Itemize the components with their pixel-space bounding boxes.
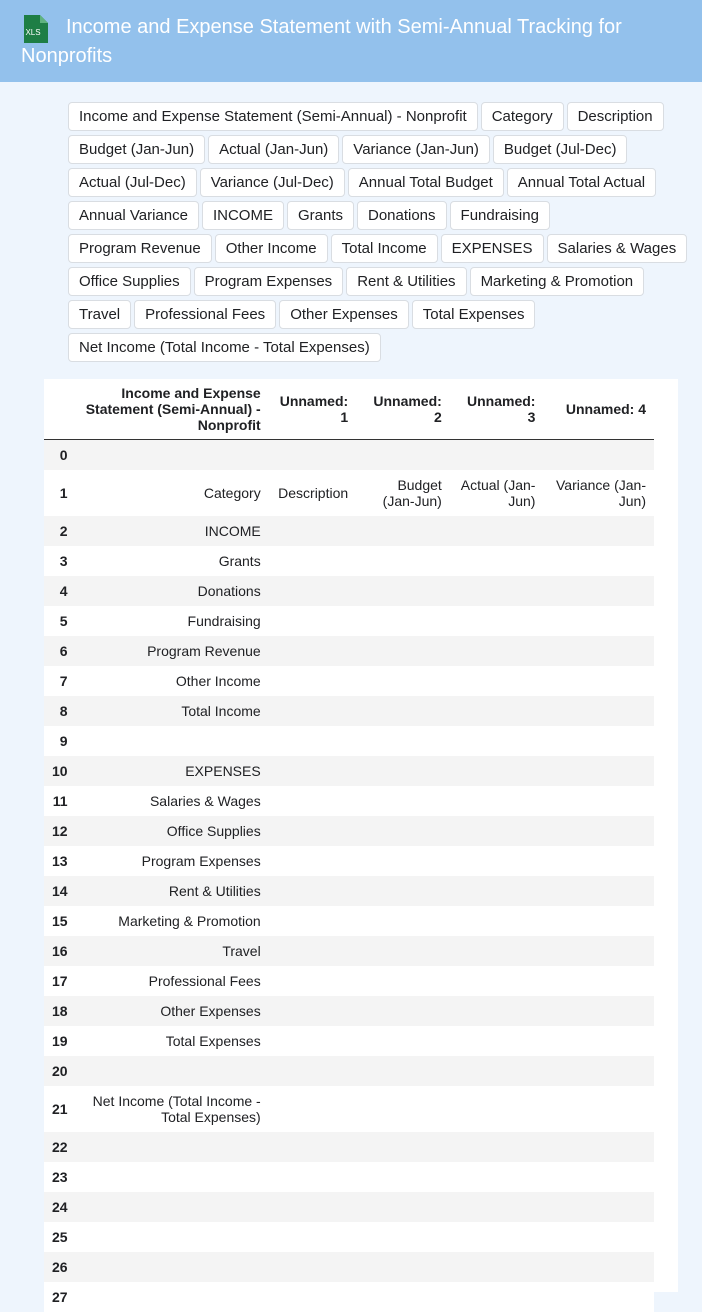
- table-cell: [450, 726, 544, 756]
- table-cell: [269, 1282, 356, 1312]
- table-cell: [450, 606, 544, 636]
- table-cell: [356, 1086, 450, 1132]
- table-cell: [356, 516, 450, 546]
- table-cell: [269, 996, 356, 1026]
- table-row: [44, 1192, 654, 1222]
- row-index: 11: [44, 786, 72, 816]
- table-cell: [356, 816, 450, 846]
- table-row: [44, 1086, 654, 1132]
- table-cell: [450, 1132, 544, 1162]
- table-cell: [543, 786, 654, 816]
- table-cell: [450, 876, 544, 906]
- table-cell: Program Expenses: [72, 846, 269, 876]
- table-cell: [269, 846, 356, 876]
- table-cell: [72, 1252, 269, 1282]
- table-cell: [543, 546, 654, 576]
- column-chip[interactable]: Annual Total Actual: [507, 168, 656, 197]
- table-cell: Category: [72, 470, 269, 516]
- column-chip[interactable]: Income and Expense Statement (Semi-Annual) - Nonprofit: [68, 102, 478, 131]
- table-cell: [356, 936, 450, 966]
- table-row: [44, 696, 654, 726]
- table-row: [44, 1282, 654, 1312]
- table-cell: [356, 1222, 450, 1252]
- table-cell: [450, 1086, 544, 1132]
- row-index: 16: [44, 936, 72, 966]
- table-cell: [269, 756, 356, 786]
- table-cell: [269, 546, 356, 576]
- column-header: Unnamed: 3: [450, 379, 544, 440]
- table-cell: [356, 1056, 450, 1086]
- table-cell: [356, 1132, 450, 1162]
- table-cell: [72, 1222, 269, 1252]
- column-chip[interactable]: Rent & Utilities: [346, 267, 466, 296]
- table-cell: [543, 1132, 654, 1162]
- table-row: [44, 1162, 654, 1192]
- table-cell: [356, 876, 450, 906]
- table-cell: [450, 846, 544, 876]
- table-cell: [356, 606, 450, 636]
- table-cell: [450, 636, 544, 666]
- column-chip[interactable]: Fundraising: [450, 201, 550, 230]
- table-cell: [356, 906, 450, 936]
- data-table: [44, 379, 654, 1312]
- table-cell: [356, 636, 450, 666]
- table-cell: EXPENSES: [72, 756, 269, 786]
- table-cell: [72, 1056, 269, 1086]
- table-cell: [356, 1026, 450, 1056]
- table-cell: [269, 1026, 356, 1056]
- table-cell: Office Supplies: [72, 816, 269, 846]
- table-cell: Net Income (Total Income - Total Expenses): [72, 1086, 269, 1132]
- table-cell: [543, 936, 654, 966]
- row-index: 15: [44, 906, 72, 936]
- app-header: [0, 0, 702, 82]
- table-cell: [450, 666, 544, 696]
- table-cell: Total Income: [72, 696, 269, 726]
- row-index: 27: [44, 1282, 72, 1312]
- table-cell: [356, 756, 450, 786]
- table-cell: [450, 516, 544, 546]
- table-row: [44, 786, 654, 816]
- row-index: 26: [44, 1252, 72, 1282]
- table-cell: [269, 1252, 356, 1282]
- table-cell: [543, 846, 654, 876]
- table-cell: [72, 1282, 269, 1312]
- table-cell: [543, 1192, 654, 1222]
- table-cell: [543, 440, 654, 470]
- table-cell: Rent & Utilities: [72, 876, 269, 906]
- table-cell: [269, 1162, 356, 1192]
- table-cell: Donations: [72, 576, 269, 606]
- table-cell: [356, 696, 450, 726]
- table-cell: [269, 936, 356, 966]
- table-row: [44, 756, 654, 786]
- table-cell: [356, 576, 450, 606]
- table-cell: [356, 1282, 450, 1312]
- table-row: [44, 1056, 654, 1086]
- table-cell: [72, 1132, 269, 1162]
- table-row: [44, 906, 654, 936]
- table-cell: [269, 696, 356, 726]
- table-cell: [450, 786, 544, 816]
- table-cell: [543, 906, 654, 936]
- table-row: [44, 546, 654, 576]
- table-row: [44, 470, 654, 516]
- column-chip[interactable]: Net Income (Total Income - Total Expenses): [68, 333, 381, 362]
- table-cell: [356, 1192, 450, 1222]
- table-cell: [269, 1056, 356, 1086]
- column-chip[interactable]: Salaries & Wages: [547, 234, 688, 263]
- table-cell: [269, 1192, 356, 1222]
- row-index: 22: [44, 1132, 72, 1162]
- row-index: 8: [44, 696, 72, 726]
- table-cell: [543, 726, 654, 756]
- column-chip-list: [68, 102, 688, 362]
- table-cell: [356, 666, 450, 696]
- column-chip[interactable]: Variance (Jan-Jun): [342, 135, 490, 164]
- table-cell: [269, 666, 356, 696]
- table-row: [44, 606, 654, 636]
- table-cell: [543, 1086, 654, 1132]
- table-cell: [543, 1252, 654, 1282]
- table-cell: Fundraising: [72, 606, 269, 636]
- column-chip[interactable]: Annual Total Budget: [348, 168, 504, 197]
- row-index: 7: [44, 666, 72, 696]
- row-index: 25: [44, 1222, 72, 1252]
- column-chip[interactable]: Office Supplies: [68, 267, 191, 296]
- row-index: 20: [44, 1056, 72, 1086]
- table-cell: [543, 1162, 654, 1192]
- table-cell: [356, 1162, 450, 1192]
- column-chip[interactable]: Total Income: [331, 234, 438, 263]
- table-row: [44, 726, 654, 756]
- table-cell: [269, 876, 356, 906]
- table-cell: Variance (Jan-Jun): [543, 470, 654, 516]
- column-chip[interactable]: Description: [567, 102, 664, 131]
- table-cell: [450, 906, 544, 936]
- table-cell: [543, 756, 654, 786]
- row-index: 19: [44, 1026, 72, 1056]
- table-row: [44, 876, 654, 906]
- table-cell: Description: [269, 470, 356, 516]
- table-cell: [543, 606, 654, 636]
- table-cell: [269, 906, 356, 936]
- column-chip[interactable]: Marketing & Promotion: [470, 267, 645, 296]
- row-index: 9: [44, 726, 72, 756]
- table-cell: [72, 1192, 269, 1222]
- table-cell: [543, 1026, 654, 1056]
- row-index: 1: [44, 470, 72, 516]
- table-cell: [450, 1222, 544, 1252]
- column-chip[interactable]: Travel: [68, 300, 131, 329]
- table-cell: [269, 516, 356, 546]
- page-title: Income and Expense Statement with Semi-Annual Tracking for Nonprofits: [21, 16, 622, 67]
- table-cell: [543, 696, 654, 726]
- table-row: [44, 576, 654, 606]
- column-chip[interactable]: Total Expenses: [412, 300, 536, 329]
- table-cell: Budget (Jan-Jun): [356, 470, 450, 516]
- table-cell: [450, 936, 544, 966]
- row-index: 14: [44, 876, 72, 906]
- table-row: [44, 440, 654, 470]
- table-cell: [356, 726, 450, 756]
- column-chip[interactable]: EXPENSES: [441, 234, 544, 263]
- row-index: 10: [44, 756, 72, 786]
- column-chip[interactable]: Budget (Jan-Jun): [68, 135, 205, 164]
- row-index: 2: [44, 516, 72, 546]
- table-cell: Other Income: [72, 666, 269, 696]
- table-cell: [269, 966, 356, 996]
- table-cell: [543, 1282, 654, 1312]
- column-chip[interactable]: Budget (Jul-Dec): [493, 135, 628, 164]
- table-row: [44, 1222, 654, 1252]
- row-index: 13: [44, 846, 72, 876]
- table-cell: [269, 1132, 356, 1162]
- table-cell: [543, 996, 654, 1026]
- table-row: [44, 1026, 654, 1056]
- table-cell: [450, 546, 544, 576]
- table-cell: [450, 996, 544, 1026]
- column-chip[interactable]: Variance (Jul-Dec): [200, 168, 345, 197]
- table-cell: [450, 1162, 544, 1192]
- column-header: Unnamed: 2: [356, 379, 450, 440]
- row-index: 3: [44, 546, 72, 576]
- table-row: [44, 666, 654, 696]
- table-cell: [543, 816, 654, 846]
- column-chip[interactable]: Donations: [357, 201, 447, 230]
- column-chip[interactable]: Annual Variance: [68, 201, 199, 230]
- column-chip[interactable]: Professional Fees: [134, 300, 276, 329]
- table-body: [44, 440, 654, 1312]
- column-chip[interactable]: Program Revenue: [68, 234, 212, 263]
- table-cell: [543, 1222, 654, 1252]
- table-cell: [450, 756, 544, 786]
- table-cell: [72, 1162, 269, 1192]
- index-header: [44, 379, 72, 440]
- table-cell: Marketing & Promotion: [72, 906, 269, 936]
- table-cell: [269, 576, 356, 606]
- table-cell: [269, 440, 356, 470]
- table-cell: [543, 636, 654, 666]
- table-cell: [543, 516, 654, 546]
- table-cell: [543, 666, 654, 696]
- table-cell: [450, 816, 544, 846]
- column-header: Unnamed: 1: [269, 379, 356, 440]
- table-row: [44, 516, 654, 546]
- table-cell: [356, 546, 450, 576]
- column-chip[interactable]: Other Income: [215, 234, 328, 263]
- row-index: 0: [44, 440, 72, 470]
- table-cell: Travel: [72, 936, 269, 966]
- column-header: Income and Expense Statement (Semi-Annual) - Nonprofit: [72, 379, 269, 440]
- table-cell: [269, 786, 356, 816]
- row-index: 4: [44, 576, 72, 606]
- table-cell: Grants: [72, 546, 269, 576]
- table-cell: [450, 440, 544, 470]
- table-row: [44, 1252, 654, 1282]
- row-index: 24: [44, 1192, 72, 1222]
- row-index: 18: [44, 996, 72, 1026]
- table-cell: [450, 966, 544, 996]
- row-index: 5: [44, 606, 72, 636]
- row-index: 17: [44, 966, 72, 996]
- column-chip[interactable]: INCOME: [202, 201, 284, 230]
- svg-text:XLS: XLS: [25, 28, 41, 37]
- row-index: 6: [44, 636, 72, 666]
- table-row: [44, 996, 654, 1026]
- table-cell: [543, 1056, 654, 1086]
- column-chip[interactable]: Other Expenses: [279, 300, 409, 329]
- table-cell: [72, 726, 269, 756]
- table-cell: [450, 1252, 544, 1282]
- table-cell: [450, 1192, 544, 1222]
- table-cell: [450, 1282, 544, 1312]
- table-cell: [269, 606, 356, 636]
- table-cell: [356, 786, 450, 816]
- table-header-row: [44, 379, 654, 440]
- table-cell: [269, 1086, 356, 1132]
- table-cell: [543, 966, 654, 996]
- table-cell: [450, 1056, 544, 1086]
- table-cell: [356, 1252, 450, 1282]
- column-chip[interactable]: Category: [481, 102, 564, 131]
- table-row: [44, 936, 654, 966]
- column-chip[interactable]: Program Expenses: [194, 267, 344, 296]
- table-cell: Other Expenses: [72, 996, 269, 1026]
- column-chip[interactable]: Grants: [287, 201, 354, 230]
- table-cell: [543, 576, 654, 606]
- table-cell: [269, 816, 356, 846]
- table-cell: [356, 846, 450, 876]
- table-cell: [269, 1222, 356, 1252]
- column-header: Unnamed: 4: [543, 379, 654, 440]
- column-chip[interactable]: Actual (Jul-Dec): [68, 168, 197, 197]
- table-cell: [269, 636, 356, 666]
- table-cell: Salaries & Wages: [72, 786, 269, 816]
- column-chip[interactable]: Actual (Jan-Jun): [208, 135, 339, 164]
- table-cell: [450, 576, 544, 606]
- row-index: 12: [44, 816, 72, 846]
- table-cell: [356, 996, 450, 1026]
- table-cell: Program Revenue: [72, 636, 269, 666]
- table-row: [44, 636, 654, 666]
- table-cell: [356, 966, 450, 996]
- table-cell: [543, 876, 654, 906]
- table-cell: [269, 726, 356, 756]
- row-index: 23: [44, 1162, 72, 1192]
- table-cell: Professional Fees: [72, 966, 269, 996]
- table-cell: [356, 440, 450, 470]
- table-cell: [450, 1026, 544, 1056]
- table-cell: Actual (Jan-Jun): [450, 470, 544, 516]
- table-row: [44, 1132, 654, 1162]
- row-index: 21: [44, 1086, 72, 1132]
- table-cell: [72, 440, 269, 470]
- table-row: [44, 846, 654, 876]
- table-cell: [450, 696, 544, 726]
- table-row: [44, 816, 654, 846]
- table-cell: INCOME: [72, 516, 269, 546]
- table-cell: Total Expenses: [72, 1026, 269, 1056]
- table-row: [44, 966, 654, 996]
- data-table-container[interactable]: [52, 379, 678, 1305]
